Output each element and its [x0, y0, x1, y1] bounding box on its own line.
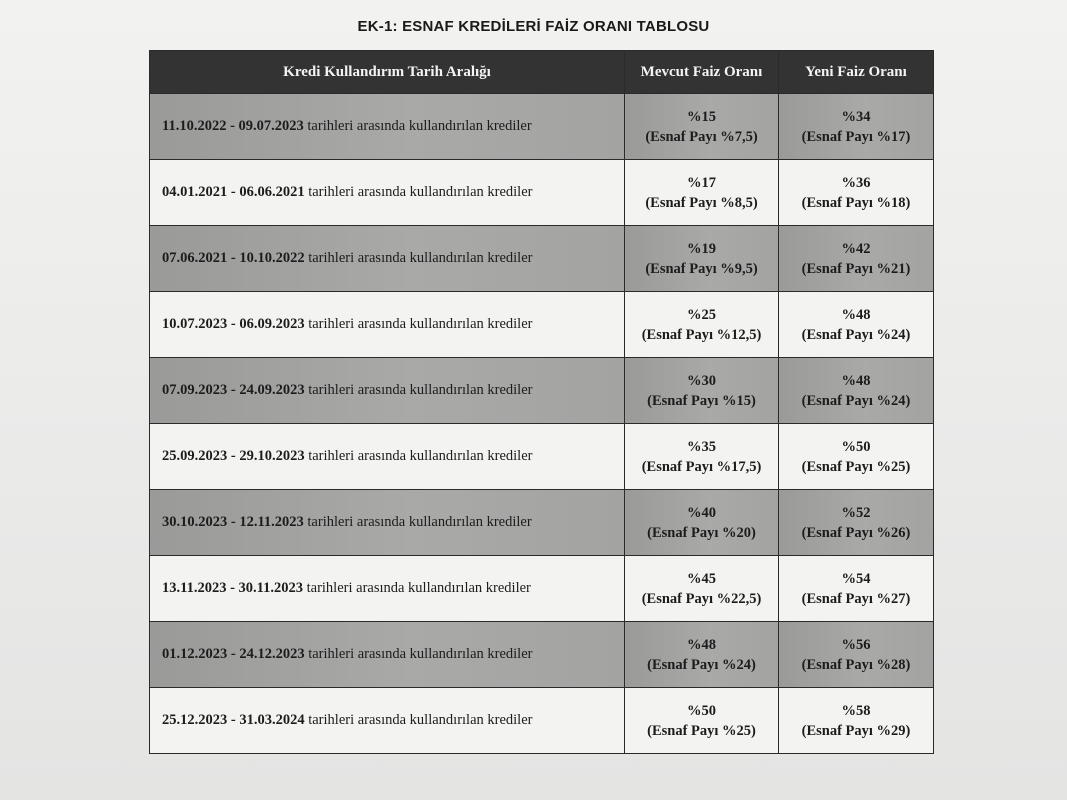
new-rate: %52 — [841, 504, 871, 521]
current-rate-cell — [625, 622, 779, 688]
interest-rate-table — [149, 50, 934, 754]
date-range: 13.11.2023 - 30.11.2023 — [162, 580, 303, 596]
date-range-description: tarihleri arasında kullandırılan krediler — [304, 250, 533, 266]
new-rate: %56 — [841, 636, 871, 653]
date-range: 30.10.2023 - 12.11.2023 — [162, 514, 304, 530]
new-rate-cell — [779, 94, 934, 160]
new-rate: %48 — [841, 372, 871, 389]
current-rate-cell — [625, 160, 779, 226]
current-rate: %40 — [687, 504, 716, 521]
current-rate: %15 — [687, 108, 716, 125]
current-rate: %35 — [687, 438, 716, 455]
new-rate: %54 — [841, 570, 871, 587]
column-header-range: Kredi Kullandırım Tarih Aralığı — [150, 51, 625, 94]
new-esnaf-share: (Esnaf Payı %21) — [801, 260, 911, 277]
current-esnaf-share: (Esnaf Payı %12,5) — [641, 326, 762, 343]
date-range-cell — [150, 424, 625, 490]
current-esnaf-share: (Esnaf Payı %25) — [647, 722, 756, 739]
current-rate: %45 — [687, 570, 716, 587]
new-rate: %48 — [841, 306, 871, 323]
new-rate: %36 — [841, 174, 871, 191]
current-rate: %48 — [687, 636, 716, 653]
date-range-description: tarihleri arasında kullandırılan krediler — [304, 448, 533, 464]
current-rate: %17 — [687, 174, 716, 191]
date-range-cell — [150, 160, 625, 226]
new-rate: %34 — [841, 108, 871, 125]
current-rate: %25 — [687, 306, 716, 323]
current-rate-cell — [625, 424, 779, 490]
table-row — [150, 160, 934, 226]
current-rate: %19 — [687, 240, 716, 257]
date-range-cell — [150, 226, 625, 292]
new-rate-cell — [779, 292, 934, 358]
current-rate-cell — [625, 358, 779, 424]
date-range: 07.06.2021 - 10.10.2022 — [162, 250, 305, 266]
date-range-description: tarihleri arasında kullandırılan krediler — [304, 646, 533, 662]
date-range-cell — [150, 490, 625, 556]
current-rate-cell — [625, 688, 779, 754]
new-esnaf-share: (Esnaf Payı %18) — [801, 194, 911, 211]
current-esnaf-share: (Esnaf Payı %24) — [647, 656, 756, 673]
table-row — [150, 490, 934, 556]
new-esnaf-share: (Esnaf Payı %17) — [801, 128, 911, 145]
date-range: 07.09.2023 - 24.09.2023 — [162, 382, 305, 398]
new-rate-cell — [779, 622, 934, 688]
new-rate-cell — [779, 358, 934, 424]
date-range-description: tarihleri arasında kullandırılan krediler — [304, 712, 533, 728]
date-range-cell — [150, 688, 625, 754]
date-range-description: tarihleri arasında kullandırılan krediler — [303, 118, 532, 134]
new-esnaf-share: (Esnaf Payı %26) — [801, 524, 911, 541]
date-range: 25.12.2023 - 31.03.2024 — [162, 712, 305, 728]
current-esnaf-share: (Esnaf Payı %20) — [647, 524, 756, 541]
new-rate-cell — [779, 424, 934, 490]
current-rate-cell — [625, 292, 779, 358]
current-esnaf-share: (Esnaf Payı %9,5) — [645, 260, 758, 277]
date-range: 04.01.2021 - 06.06.2021 — [162, 184, 305, 200]
table-row — [150, 556, 934, 622]
date-range-description: tarihleri arasında kullandırılan krediler — [302, 580, 531, 596]
date-range-cell — [150, 292, 625, 358]
current-rate-cell — [625, 556, 779, 622]
table-row — [150, 622, 934, 688]
document-title: EK-1: ESNAF KREDİLERİ FAİZ ORANI TABLOSU — [357, 18, 710, 35]
new-rate-cell — [779, 688, 934, 754]
date-range: 10.07.2023 - 06.09.2023 — [162, 316, 305, 332]
date-range-description: tarihleri arasında kullandırılan krediler — [304, 382, 533, 398]
table-row — [150, 226, 934, 292]
date-range-description: tarihleri arasında kullandırılan krediler — [303, 514, 532, 530]
new-esnaf-share: (Esnaf Payı %27) — [801, 590, 911, 607]
new-rate-cell — [779, 490, 934, 556]
date-range-cell — [150, 622, 625, 688]
current-esnaf-share: (Esnaf Payı %22,5) — [641, 590, 762, 607]
new-rate: %50 — [841, 438, 871, 455]
new-rate-cell — [779, 226, 934, 292]
current-esnaf-share: (Esnaf Payı %17,5) — [641, 458, 762, 475]
date-range-cell — [150, 94, 625, 160]
table-row — [150, 688, 934, 754]
new-rate-cell — [779, 160, 934, 226]
date-range: 25.09.2023 - 29.10.2023 — [162, 448, 305, 464]
new-esnaf-share: (Esnaf Payı %25) — [801, 458, 911, 475]
new-rate: %58 — [841, 702, 871, 719]
date-range-description: tarihleri arasında kullandırılan krediler — [304, 184, 533, 200]
new-rate-cell — [779, 556, 934, 622]
new-esnaf-share: (Esnaf Payı %24) — [801, 326, 911, 343]
current-esnaf-share: (Esnaf Payı %8,5) — [645, 194, 758, 211]
current-rate: %50 — [687, 702, 716, 719]
new-esnaf-share: (Esnaf Payı %24) — [801, 392, 911, 409]
table-row — [150, 292, 934, 358]
table-row — [150, 358, 934, 424]
current-rate-cell — [625, 226, 779, 292]
current-rate-cell — [625, 490, 779, 556]
column-header-new-rate: Yeni Faiz Oranı — [779, 51, 934, 94]
table-row — [150, 94, 934, 160]
current-esnaf-share: (Esnaf Payı %15) — [647, 392, 756, 409]
new-esnaf-share: (Esnaf Payı %29) — [801, 722, 911, 739]
table-body — [150, 94, 934, 754]
current-rate: %30 — [687, 372, 716, 389]
date-range: 11.10.2022 - 09.07.2023 — [162, 118, 304, 134]
table-row — [150, 424, 934, 490]
current-rate-cell — [625, 94, 779, 160]
new-rate: %42 — [841, 240, 871, 257]
new-esnaf-share: (Esnaf Payı %28) — [801, 656, 911, 673]
table-header-row — [150, 51, 934, 94]
date-range-description: tarihleri arasında kullandırılan krediler — [304, 316, 533, 332]
current-esnaf-share: (Esnaf Payı %7,5) — [645, 128, 758, 145]
date-range: 01.12.2023 - 24.12.2023 — [162, 646, 305, 662]
date-range-cell — [150, 556, 625, 622]
date-range-cell — [150, 358, 625, 424]
column-header-current-rate: Mevcut Faiz Oranı — [625, 51, 779, 94]
